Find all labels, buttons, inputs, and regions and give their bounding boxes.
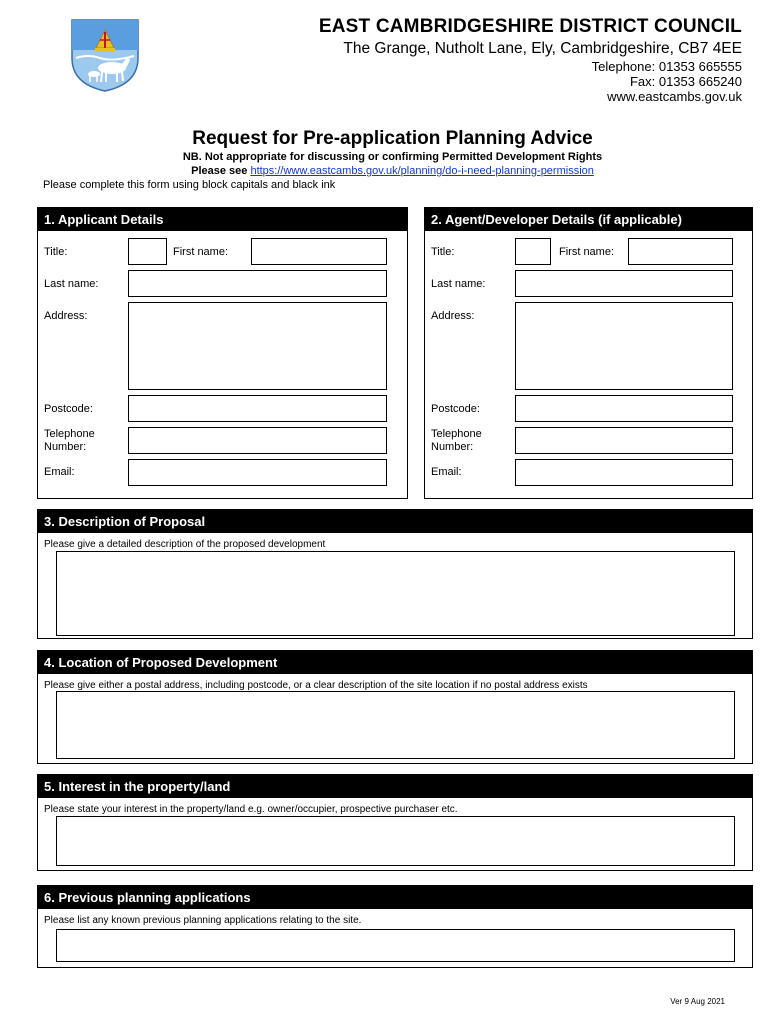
applicant-postcode-input[interactable] [128,395,387,422]
agent-title-input[interactable] [515,238,551,265]
agent-email-label: Email: [431,466,462,478]
description-heading: 3. Description of Proposal [38,510,752,533]
applicant-postcode-label: Postcode: [44,403,93,415]
council-address: The Grange, Nutholt Lane, Ely, Cambridgeshire, CB7 4EE [343,40,742,57]
description-section [37,509,753,639]
location-section [37,650,753,764]
location-heading: 4. Location of Proposed Development [38,651,752,674]
council-crest-logo [70,18,140,93]
agent-last-name-input[interactable] [515,270,733,297]
agent-postcode-label: Postcode: [431,403,480,415]
see-note [0,165,770,177]
applicant-heading: 1. Applicant Details [38,208,407,231]
council-fax: Fax: 01353 665240 [629,74,742,89]
agent-first-name-label: First name: [559,246,615,258]
agent-telephone-label-line1: Telephone [431,428,482,440]
council-telephone: Telephone: 01353 665555 [591,59,742,74]
agent-title-label: Title: [431,246,455,258]
applicant-telephone-label-line1: Telephone [44,428,95,440]
applicant-telephone-label [44,428,95,454]
applicant-email-label: Email: [44,466,75,478]
agent-first-name-input[interactable] [628,238,733,265]
agent-telephone-label [431,428,482,454]
agent-heading: 2. Agent/Developer Details (if applicable) [425,208,752,231]
permission-link[interactable]: https://www.eastcambs.gov.uk/planning/do-i-need-planning-permission [250,165,594,177]
agent-telephone-label-line2: Number: [431,441,474,453]
agent-address-label: Address: [431,310,475,322]
applicant-address-input[interactable] [128,302,387,390]
agent-details-section [424,207,753,499]
applicant-address-label: Address: [44,310,88,322]
applicant-last-name-input[interactable] [128,270,387,297]
applicant-telephone-input[interactable] [128,427,387,454]
applicant-first-name-input[interactable] [251,238,387,265]
location-hint: Please give either a postal address, including postcode, or a clear description of the site location if no postal address exists [44,680,588,691]
council-name: EAST CAMBRIDGESHIRE DISTRICT COUNCIL [318,16,742,37]
interest-heading: 5. Interest in the property/land [38,775,752,798]
applicant-details-section [37,207,408,499]
applicant-first-name-label: First name: [173,246,229,258]
see-prefix: Please see [191,165,248,177]
description-hint: Please give a detailed description of the proposed development [44,539,326,550]
applicant-title-label: Title: [44,246,68,258]
agent-address-input[interactable] [515,302,733,390]
interest-section [37,774,753,871]
applicant-email-input[interactable] [128,459,387,486]
interest-input[interactable] [56,816,735,866]
nb-note: NB. Not appropriate for discussing or confirming Permitted Development Rights [182,151,603,163]
agent-postcode-input[interactable] [515,395,733,422]
applicant-telephone-label-line2: Number: [44,441,87,453]
agent-email-input[interactable] [515,459,733,486]
version-label: Ver 9 Aug 2021 [670,997,725,1006]
agent-last-name-label: Last name: [431,278,486,290]
previous-applications-section [37,885,753,968]
previous-input[interactable] [56,929,735,962]
applicant-title-input[interactable] [128,238,167,265]
council-website: www.eastcambs.gov.uk [607,89,742,104]
form-title: Request for Pre-application Planning Advice [192,128,593,149]
form-instructions: Please complete this form using block capitals and black ink [43,179,336,191]
location-input[interactable] [56,691,735,759]
agent-telephone-input[interactable] [515,427,733,454]
applicant-last-name-label: Last name: [44,278,99,290]
previous-heading: 6. Previous planning applications [38,886,752,909]
previous-hint: Please list any known previous planning applications relating to the site. [44,915,362,926]
description-input[interactable] [56,551,735,636]
interest-hint: Please state your interest in the property/land e.g. owner/occupier, prospective purchaser etc. [44,804,458,815]
